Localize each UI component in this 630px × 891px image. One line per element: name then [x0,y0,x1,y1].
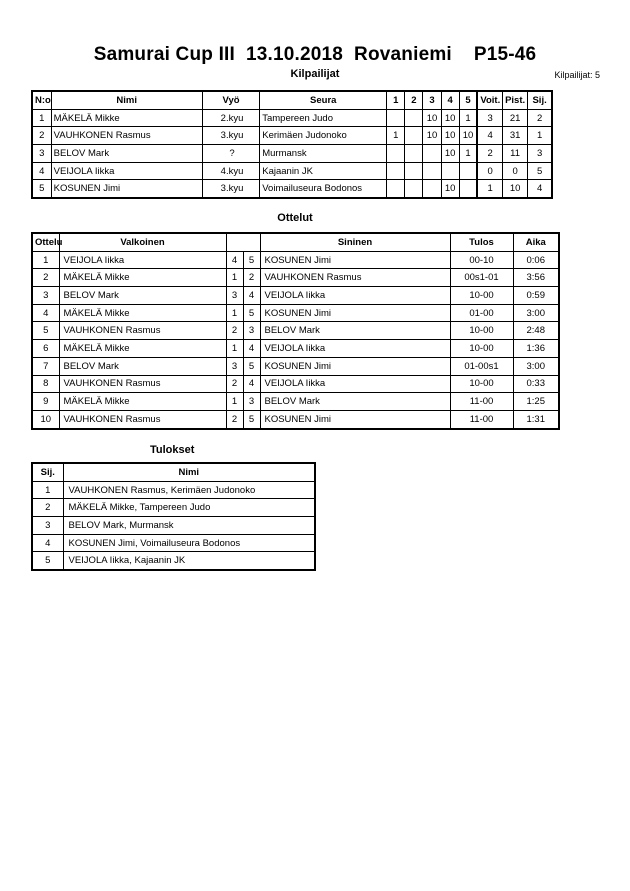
cell-rank: 2 [32,499,63,517]
result-row [32,517,315,535]
cell-opp-1 [387,109,405,127]
cell-club: Kerimäen Judonoko [260,127,387,145]
cell-result: 10-00 [450,340,513,358]
cell-opp-2 [405,145,423,163]
cell-time: 3:00 [513,357,559,375]
cell-time: 1:36 [513,340,559,358]
cell-blue-no: 3 [243,322,260,340]
cell-wins: 3 [477,109,502,127]
cell-name-club: VAUHKONEN Rasmus, Kerimäen Judonoko [63,481,315,499]
cell-belt: 3.kyu [202,180,259,198]
header-rank: Sij. [528,91,552,109]
cell-club: Kajaanin JK [260,162,387,180]
cell-name-club: VEIJOLA Iikka, Kajaanin JK [63,552,315,570]
cell-white-name: MÄKELÄ Mikke [59,269,226,287]
cell-points: 10 [503,180,528,198]
cell-club: Murmansk [260,145,387,163]
cell-blue-name: KOSUNEN Jimi [260,251,450,269]
cell-rank: 3 [32,517,63,535]
match-row [32,269,559,287]
header-opponent-1: 1 [387,91,405,109]
cell-opp-4: 10 [441,109,459,127]
cell-white-name: MÄKELÄ Mikke [59,304,226,322]
cell-name: VAUHKONEN Rasmus [51,127,202,145]
header-blue: Sininen [260,233,450,251]
cell-white-no: 2 [226,410,243,428]
cell-opp-5: 1 [459,109,477,127]
cell-match-no: 5 [32,322,59,340]
cell-rank: 4 [528,180,552,198]
match-row [32,357,559,375]
match-row [32,287,559,305]
cell-no: 5 [32,180,51,198]
matches-table [31,232,560,430]
match-row [32,410,559,428]
cell-opp-2 [405,109,423,127]
matches-section-title: Ottelut [277,212,313,224]
cell-opp-4: 10 [441,145,459,163]
cell-belt: ? [202,145,259,163]
cell-white-name: VEIJOLA Iikka [59,251,226,269]
cell-match-no: 9 [32,393,59,411]
cell-white-no: 4 [226,251,243,269]
cell-rank: 1 [528,127,552,145]
cell-white-no: 2 [226,375,243,393]
cell-opp-1 [387,180,405,198]
result-row [32,534,315,552]
cell-belt: 4.kyu [202,162,259,180]
cell-result: 00s1-01 [450,269,513,287]
cell-opp-5: 1 [459,145,477,163]
result-row [32,499,315,517]
header-opponent-4: 4 [441,91,459,109]
cell-blue-no: 4 [243,375,260,393]
header-points: Pist. [503,91,528,109]
cell-blue-name: BELOV Mark [260,393,450,411]
header-no: N:o [32,91,51,109]
header-time: Aika [513,233,559,251]
cell-wins: 2 [477,145,502,163]
results-section-title: Tulokset [150,444,195,456]
cell-time: 0:59 [513,287,559,305]
cell-blue-name: KOSUNEN Jimi [260,410,450,428]
results-header-row [32,463,315,481]
cell-blue-no: 4 [243,340,260,358]
cell-rank: 5 [32,552,63,570]
cell-time: 3:56 [513,269,559,287]
cell-opp-3 [423,162,441,180]
header-match: Ottelu [32,233,59,251]
header-opponent-5: 5 [459,91,477,109]
cell-opp-2 [405,180,423,198]
cell-opp-4: 10 [441,180,459,198]
cell-match-no: 3 [32,287,59,305]
competitor-row [32,127,552,145]
result-row [32,481,315,499]
page-title: Samurai Cup III 13.10.2018 Rovaniemi P15-46 [93,44,537,65]
cell-opp-4: 10 [441,127,459,145]
cell-result: 00-10 [450,251,513,269]
cell-club: Tampereen Judo [260,109,387,127]
cell-result: 10-00 [450,287,513,305]
cell-blue-no: 5 [243,251,260,269]
cell-points: 31 [503,127,528,145]
cell-blue-name: VEIJOLA Iikka [260,375,450,393]
cell-opp-5: 10 [459,127,477,145]
cell-time: 2:48 [513,322,559,340]
cell-name: KOSUNEN Jimi [51,180,202,198]
cell-name: MÄKELÄ Mikke [51,109,202,127]
cell-blue-name: VEIJOLA Iikka [260,340,450,358]
result-row [32,552,315,570]
cell-white-name: MÄKELÄ Mikke [59,340,226,358]
cell-white-no: 3 [226,287,243,305]
cell-white-name: VAUHKONEN Rasmus [59,410,226,428]
competitor-row [32,109,552,127]
header-club: Seura [260,91,387,109]
cell-blue-name: BELOV Mark [260,322,450,340]
cell-result: 10-00 [450,322,513,340]
cell-result: 11-00 [450,410,513,428]
cell-opp-3 [423,145,441,163]
cell-opp-5 [459,162,477,180]
match-row [32,251,559,269]
competitor-row [32,145,552,163]
cell-match-no: 4 [32,304,59,322]
cell-rank: 2 [528,109,552,127]
header-belt: Vyö [202,91,259,109]
cell-white-no: 2 [226,322,243,340]
cell-blue-no: 5 [243,304,260,322]
header-opponent-3: 3 [423,91,441,109]
match-row [32,322,559,340]
cell-opp-2 [405,162,423,180]
cell-rank: 1 [32,481,63,499]
competitor-count: Kilpailijat: 5 [554,70,600,80]
cell-blue-no: 3 [243,393,260,411]
cell-result: 01-00s1 [450,357,513,375]
cell-time: 1:25 [513,393,559,411]
match-row [32,304,559,322]
cell-name: VEIJOLA Iikka [51,162,202,180]
header-name: Nimi [51,91,202,109]
cell-name-club: KOSUNEN Jimi, Voimailuseura Bodonos [63,534,315,552]
cell-points: 0 [503,162,528,180]
cell-match-no: 2 [32,269,59,287]
cell-result: 11-00 [450,393,513,411]
cell-wins: 1 [477,180,502,198]
cell-points: 21 [503,109,528,127]
cell-opp-1 [387,145,405,163]
cell-opp-4 [441,162,459,180]
cell-belt: 3.kyu [202,127,259,145]
cell-blue-name: VEIJOLA Iikka [260,287,450,305]
cell-white-name: VAUHKONEN Rasmus [59,322,226,340]
cell-white-no: 1 [226,269,243,287]
header-result: Tulos [450,233,513,251]
header-rank: Sij. [32,463,63,481]
cell-no: 4 [32,162,51,180]
cell-time: 3:00 [513,304,559,322]
cell-blue-no: 2 [243,269,260,287]
cell-time: 1:31 [513,410,559,428]
cell-white-no: 1 [226,393,243,411]
cell-blue-no: 4 [243,287,260,305]
cell-rank: 3 [528,145,552,163]
competitor-row [32,180,552,198]
cell-match-no: 10 [32,410,59,428]
cell-opp-5 [459,180,477,198]
cell-blue-no: 5 [243,357,260,375]
cell-match-no: 8 [32,375,59,393]
cell-blue-name: VAUHKONEN Rasmus [260,269,450,287]
match-row [32,340,559,358]
cell-opp-2 [405,127,423,145]
matches-header-row [32,233,559,251]
cell-white-name: BELOV Mark [59,357,226,375]
match-row [32,393,559,411]
cell-club: Voimailuseura Bodonos [260,180,387,198]
cell-opp-3: 10 [423,109,441,127]
header-wins: Voit. [477,91,502,109]
match-row [32,375,559,393]
cell-opp-3: 10 [423,127,441,145]
cell-wins: 0 [477,162,502,180]
cell-wins: 4 [477,127,502,145]
cell-opp-1: 1 [387,127,405,145]
cell-blue-no: 5 [243,410,260,428]
cell-white-name: VAUHKONEN Rasmus [59,375,226,393]
cell-match-no: 1 [32,251,59,269]
cell-white-name: BELOV Mark [59,287,226,305]
header-name: Nimi [63,463,315,481]
cell-name: BELOV Mark [51,145,202,163]
competitors-table [31,90,553,199]
cell-match-no: 7 [32,357,59,375]
cell-name-club: BELOV Mark, Murmansk [63,517,315,535]
cell-no: 3 [32,145,51,163]
cell-points: 11 [503,145,528,163]
competitors-section-title: Kilpailijat [290,68,340,80]
cell-white-no: 3 [226,357,243,375]
cell-rank: 4 [32,534,63,552]
cell-belt: 2.kyu [202,109,259,127]
header-white: Valkoinen [59,233,226,251]
cell-opp-1 [387,162,405,180]
cell-name-club: MÄKELÄ Mikke, Tampereen Judo [63,499,315,517]
cell-no: 2 [32,127,51,145]
cell-opp-3 [423,180,441,198]
header-blue-no [243,233,260,251]
cell-rank: 5 [528,162,552,180]
cell-result: 10-00 [450,375,513,393]
cell-match-no: 6 [32,340,59,358]
header-opponent-2: 2 [405,91,423,109]
results-table [31,462,316,571]
header-white-no [226,233,243,251]
cell-no: 1 [32,109,51,127]
cell-time: 0:33 [513,375,559,393]
cell-blue-name: KOSUNEN Jimi [260,357,450,375]
competitor-row [32,162,552,180]
competitors-header-row [32,91,552,109]
cell-white-no: 1 [226,340,243,358]
cell-white-name: MÄKELÄ Mikke [59,393,226,411]
cell-white-no: 1 [226,304,243,322]
cell-blue-name: KOSUNEN Jimi [260,304,450,322]
cell-time: 0:06 [513,251,559,269]
cell-result: 01-00 [450,304,513,322]
